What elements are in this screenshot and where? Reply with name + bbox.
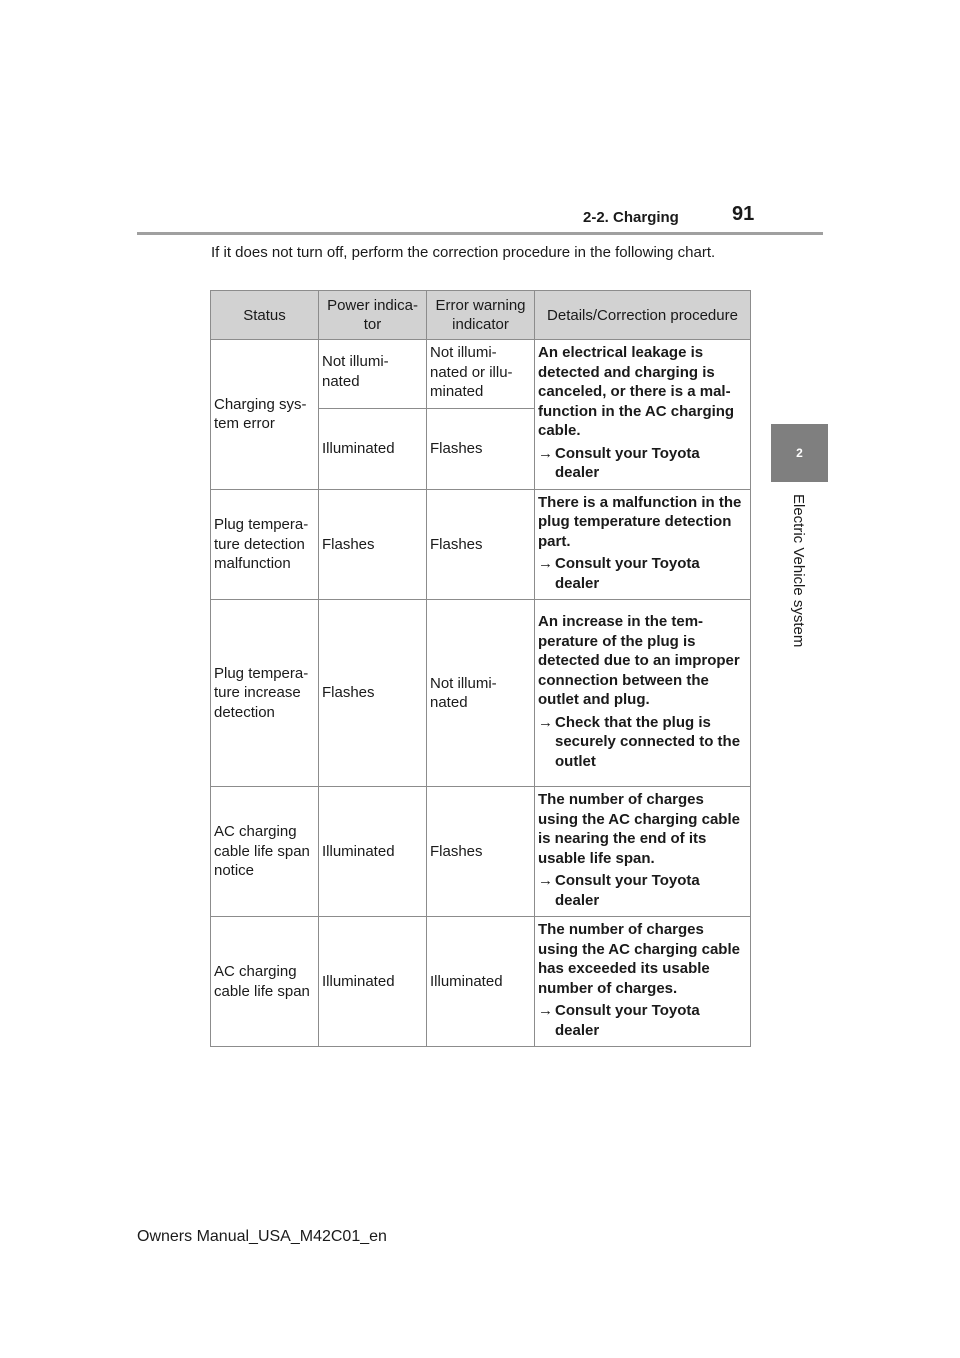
header-rule — [137, 232, 823, 235]
correction-action — [538, 554, 747, 593]
power-indicator-cell: Flashes — [319, 600, 427, 787]
table-row — [211, 489, 751, 600]
arrow-icon: → — [538, 1002, 553, 1019]
error-indicator-cell: Flashes — [427, 787, 535, 917]
status-cell: Plug tempera-ture increase detection — [211, 600, 319, 787]
intro-text: If it does not turn off, perform the correction procedure in the following chart. — [211, 244, 716, 261]
arrow-icon: → — [538, 555, 553, 572]
col-header-details: Details/Correction procedure — [535, 291, 751, 340]
error-indicator-cell: Not illumi-nated or illu-minated — [427, 340, 535, 409]
detail-cell — [535, 787, 751, 917]
detail-description: The number of charges using the AC charging cable is nearing the end of its usable life span. — [538, 791, 740, 867]
section-title: 2-2. Charging — [583, 209, 679, 226]
chapter-label-text: Electric Vehicle system — [790, 494, 807, 648]
detail-cell — [535, 917, 751, 1047]
power-indicator-cell: Illuminated — [319, 917, 427, 1047]
status-cell: Charging sys-tem error — [211, 340, 319, 490]
action-text: Check that the plug is securely connected to the outlet — [555, 713, 741, 770]
error-indicator-cell: Flashes — [427, 489, 535, 600]
detail-cell — [535, 489, 751, 600]
col-header-power-indicator: Power indica-tor — [319, 291, 427, 340]
detail-cell — [535, 340, 751, 490]
chapter-label — [771, 494, 807, 674]
table-row — [211, 340, 751, 409]
action-text: Consult your Toyota dealer — [555, 872, 700, 909]
col-header-error-indicator: Error warning indicator — [427, 291, 535, 340]
action-text: Consult your Toyota dealer — [555, 444, 700, 481]
power-indicator-cell: Not illumi-nated — [319, 340, 427, 409]
detail-cell — [535, 600, 751, 787]
detail-description: The number of charges using the AC charging cable has exceeded its usable number of charges. — [538, 921, 740, 997]
table-row — [211, 917, 751, 1047]
correction-action — [538, 871, 747, 910]
col-header-status: Status — [211, 291, 319, 340]
error-indicator-cell: Flashes — [427, 408, 535, 489]
correction-action — [538, 713, 747, 772]
power-indicator-cell: Illuminated — [319, 787, 427, 917]
status-cell: Plug tempera-ture detection malfunction — [211, 489, 319, 600]
detail-description: An electrical leakage is detected and charging is canceled, or there is a mal-function in the AC charging cable. — [538, 344, 735, 439]
correction-action — [538, 444, 747, 483]
table-header-row — [211, 291, 751, 340]
chapter-tab — [771, 424, 828, 482]
table-row — [211, 600, 751, 787]
correction-table — [210, 290, 751, 1047]
footer-manual-id: Owners Manual_USA_M42C01_en — [137, 1228, 387, 1245]
action-text: Consult your Toyota dealer — [555, 1002, 700, 1039]
power-indicator-cell: Illuminated — [319, 408, 427, 489]
arrow-icon: → — [538, 713, 553, 731]
error-indicator-cell: Not illumi-nated — [427, 600, 535, 787]
status-cell: AC charging cable life span notice — [211, 787, 319, 917]
arrow-icon: → — [538, 872, 553, 889]
action-text: Consult your Toyota dealer — [555, 555, 700, 592]
arrow-icon: → — [538, 444, 553, 462]
error-indicator-cell: Illuminated — [427, 917, 535, 1047]
detail-description: There is a malfunction in the plug temperature detection part. — [538, 493, 742, 550]
status-cell: AC charging cable life span — [211, 917, 319, 1047]
correction-action — [538, 1001, 747, 1040]
page-number: 91 — [732, 203, 755, 225]
detail-description: An increase in the tem-perature of the plug is detected due to an improper connection between the outlet and plug. — [538, 613, 740, 708]
power-indicator-cell: Flashes — [319, 489, 427, 600]
table-row — [211, 787, 751, 917]
chapter-number: 2 — [796, 446, 803, 460]
